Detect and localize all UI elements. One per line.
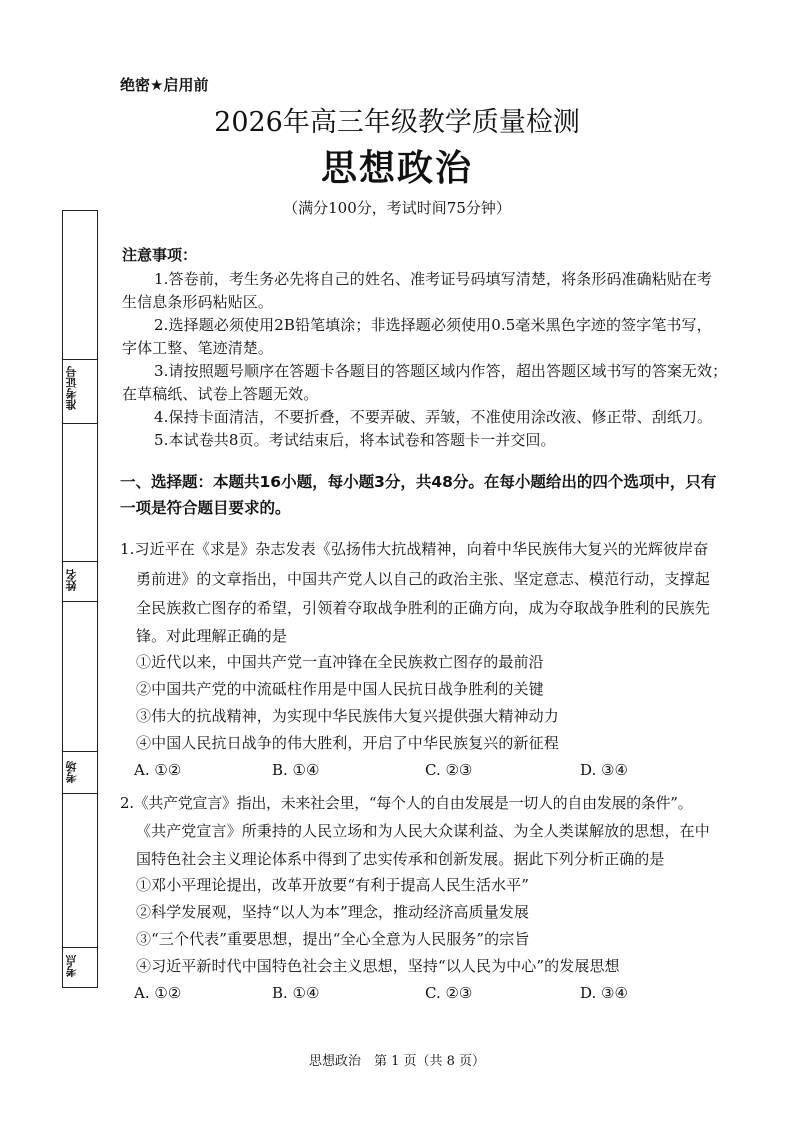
question-2-stem: 国特色社会主义理论体系中得到了忠实传承和创新发展。据此下列分析正确的是 xyxy=(136,850,665,868)
question-2-stem: 《共产党宣言》所秉持的人民立场和为人民大众谋利益、为全人类谋解放的思想，在中 xyxy=(136,822,710,840)
question-1-item: ③伟大的抗战精神，为实现中华民族伟大复兴提供强大精神动力 xyxy=(136,707,559,725)
option-a[interactable]: A. ①② xyxy=(134,761,182,779)
option-c[interactable]: C. ②③ xyxy=(425,984,473,1002)
confidential-label: 绝密★启用前 xyxy=(120,76,209,94)
label-name: 姓名 xyxy=(65,569,78,591)
binding-divider xyxy=(63,751,97,752)
label-exam-site: 考点 xyxy=(65,955,78,977)
notes-line: 字体工整、笔迹清楚。 xyxy=(122,339,274,357)
binding-divider xyxy=(63,561,97,562)
option-c[interactable]: C. ②③ xyxy=(425,761,473,779)
question-1-item: ②中国共产党的中流砥柱作用是中国人民抗日战争胜利的关键 xyxy=(136,680,544,698)
question-1-item: ④中国人民抗日战争的伟大胜利，开启了中华民族复兴的新征程 xyxy=(136,734,559,752)
question-1-stem: 锋。对此理解正确的是 xyxy=(136,627,288,645)
question-1-stem: 1.习近平在《求是》杂志发表《弘扬伟大抗战精神，向着中华民族伟大复兴的光辉彼岸奋 xyxy=(120,540,709,558)
option-d[interactable]: D. ③④ xyxy=(580,984,628,1002)
notes-line: 生信息条形码粘贴区。 xyxy=(122,293,274,311)
question-2-item: ④习近平新时代中国特色社会主义思想，坚持“以人民为中心”的发展思想 xyxy=(136,957,620,975)
binding-divider xyxy=(63,423,97,424)
label-exam-number: 准考证号 xyxy=(65,366,78,410)
notes-heading: 注意事项： xyxy=(122,246,198,264)
question-1-stem: 勇前进》的文章指出，中国共产党人以自己的政治主张、坚定意志、模范行动，支撑起 xyxy=(136,570,710,588)
binding-divider xyxy=(63,947,97,948)
binding-divider xyxy=(63,793,97,794)
exam-info: （满分100分，考试时间75分钟） xyxy=(283,199,511,217)
section-heading: 一、选择题：本题共16小题，每小题3分，共48分。在每小题给出的四个选项中，只有 xyxy=(120,473,717,491)
label-exam-room: 考场 xyxy=(65,761,78,783)
question-2-item: ②科学发展观，坚持“以人为本”理念，推动经济高质量发展 xyxy=(136,903,530,921)
option-d[interactable]: D. ③④ xyxy=(580,761,628,779)
option-a[interactable]: A. ①② xyxy=(134,984,182,1002)
section-heading: 一项是符合题目要求的。 xyxy=(120,499,291,517)
option-b[interactable]: B. ①④ xyxy=(272,761,320,779)
question-2-item: ①邓小平理论提出，改革开放要“有利于提高人民生活水平” xyxy=(136,876,530,894)
question-1-item: ①近代以来，中国共产党一直冲锋在全民族救亡图存的最前沿 xyxy=(136,653,544,671)
notes-line: 2.选择题必须使用2B铅笔填涂；非选择题必须使用0.5毫米黑色字迹的签字笔书写， xyxy=(154,316,712,334)
notes-line: 4.保持卡面清洁，不要折叠，不要弄破、弄皱，不准使用涂改液、修正带、刮纸刀。 xyxy=(154,408,713,426)
notes-line: 3.请按照题号顺序在答题卡各题目的答题区域内作答，超出答题区域书写的答案无效； xyxy=(154,362,728,380)
question-1-stem: 全民族救亡图存的希望，引领着夺取战争胜利的正确方向，成为夺取战争胜利的民族先 xyxy=(136,599,710,617)
binding-divider xyxy=(63,601,97,602)
question-2-item: ③“三个代表”重要思想，提出“全心全意为人民服务”的宗旨 xyxy=(136,930,530,948)
notes-line: 5.本试卷共8页。考试结束后，将本试卷和答题卡一并交回。 xyxy=(154,431,556,449)
binding-divider xyxy=(63,359,97,360)
exam-title: 2026年高三年级教学质量检测 xyxy=(214,107,580,138)
option-b[interactable]: B. ①④ xyxy=(272,984,320,1002)
subject-title: 思想政治 xyxy=(320,147,473,189)
question-2-stem: 2.《共产党宣言》指出，未来社会里，“每个人的自由发展是一切人的自由发展的条件”。 xyxy=(120,794,693,812)
notes-line: 在草稿纸、试卷上答题无效。 xyxy=(122,385,319,403)
page-footer: 思想政治 第 1 页（共 8 页） xyxy=(308,1054,486,1069)
candidate-info-column xyxy=(62,210,98,988)
notes-line: 1.答卷前，考生务必先将自己的姓名、准考证号码填写清楚，将条形码准确粘贴在考 xyxy=(154,270,713,288)
